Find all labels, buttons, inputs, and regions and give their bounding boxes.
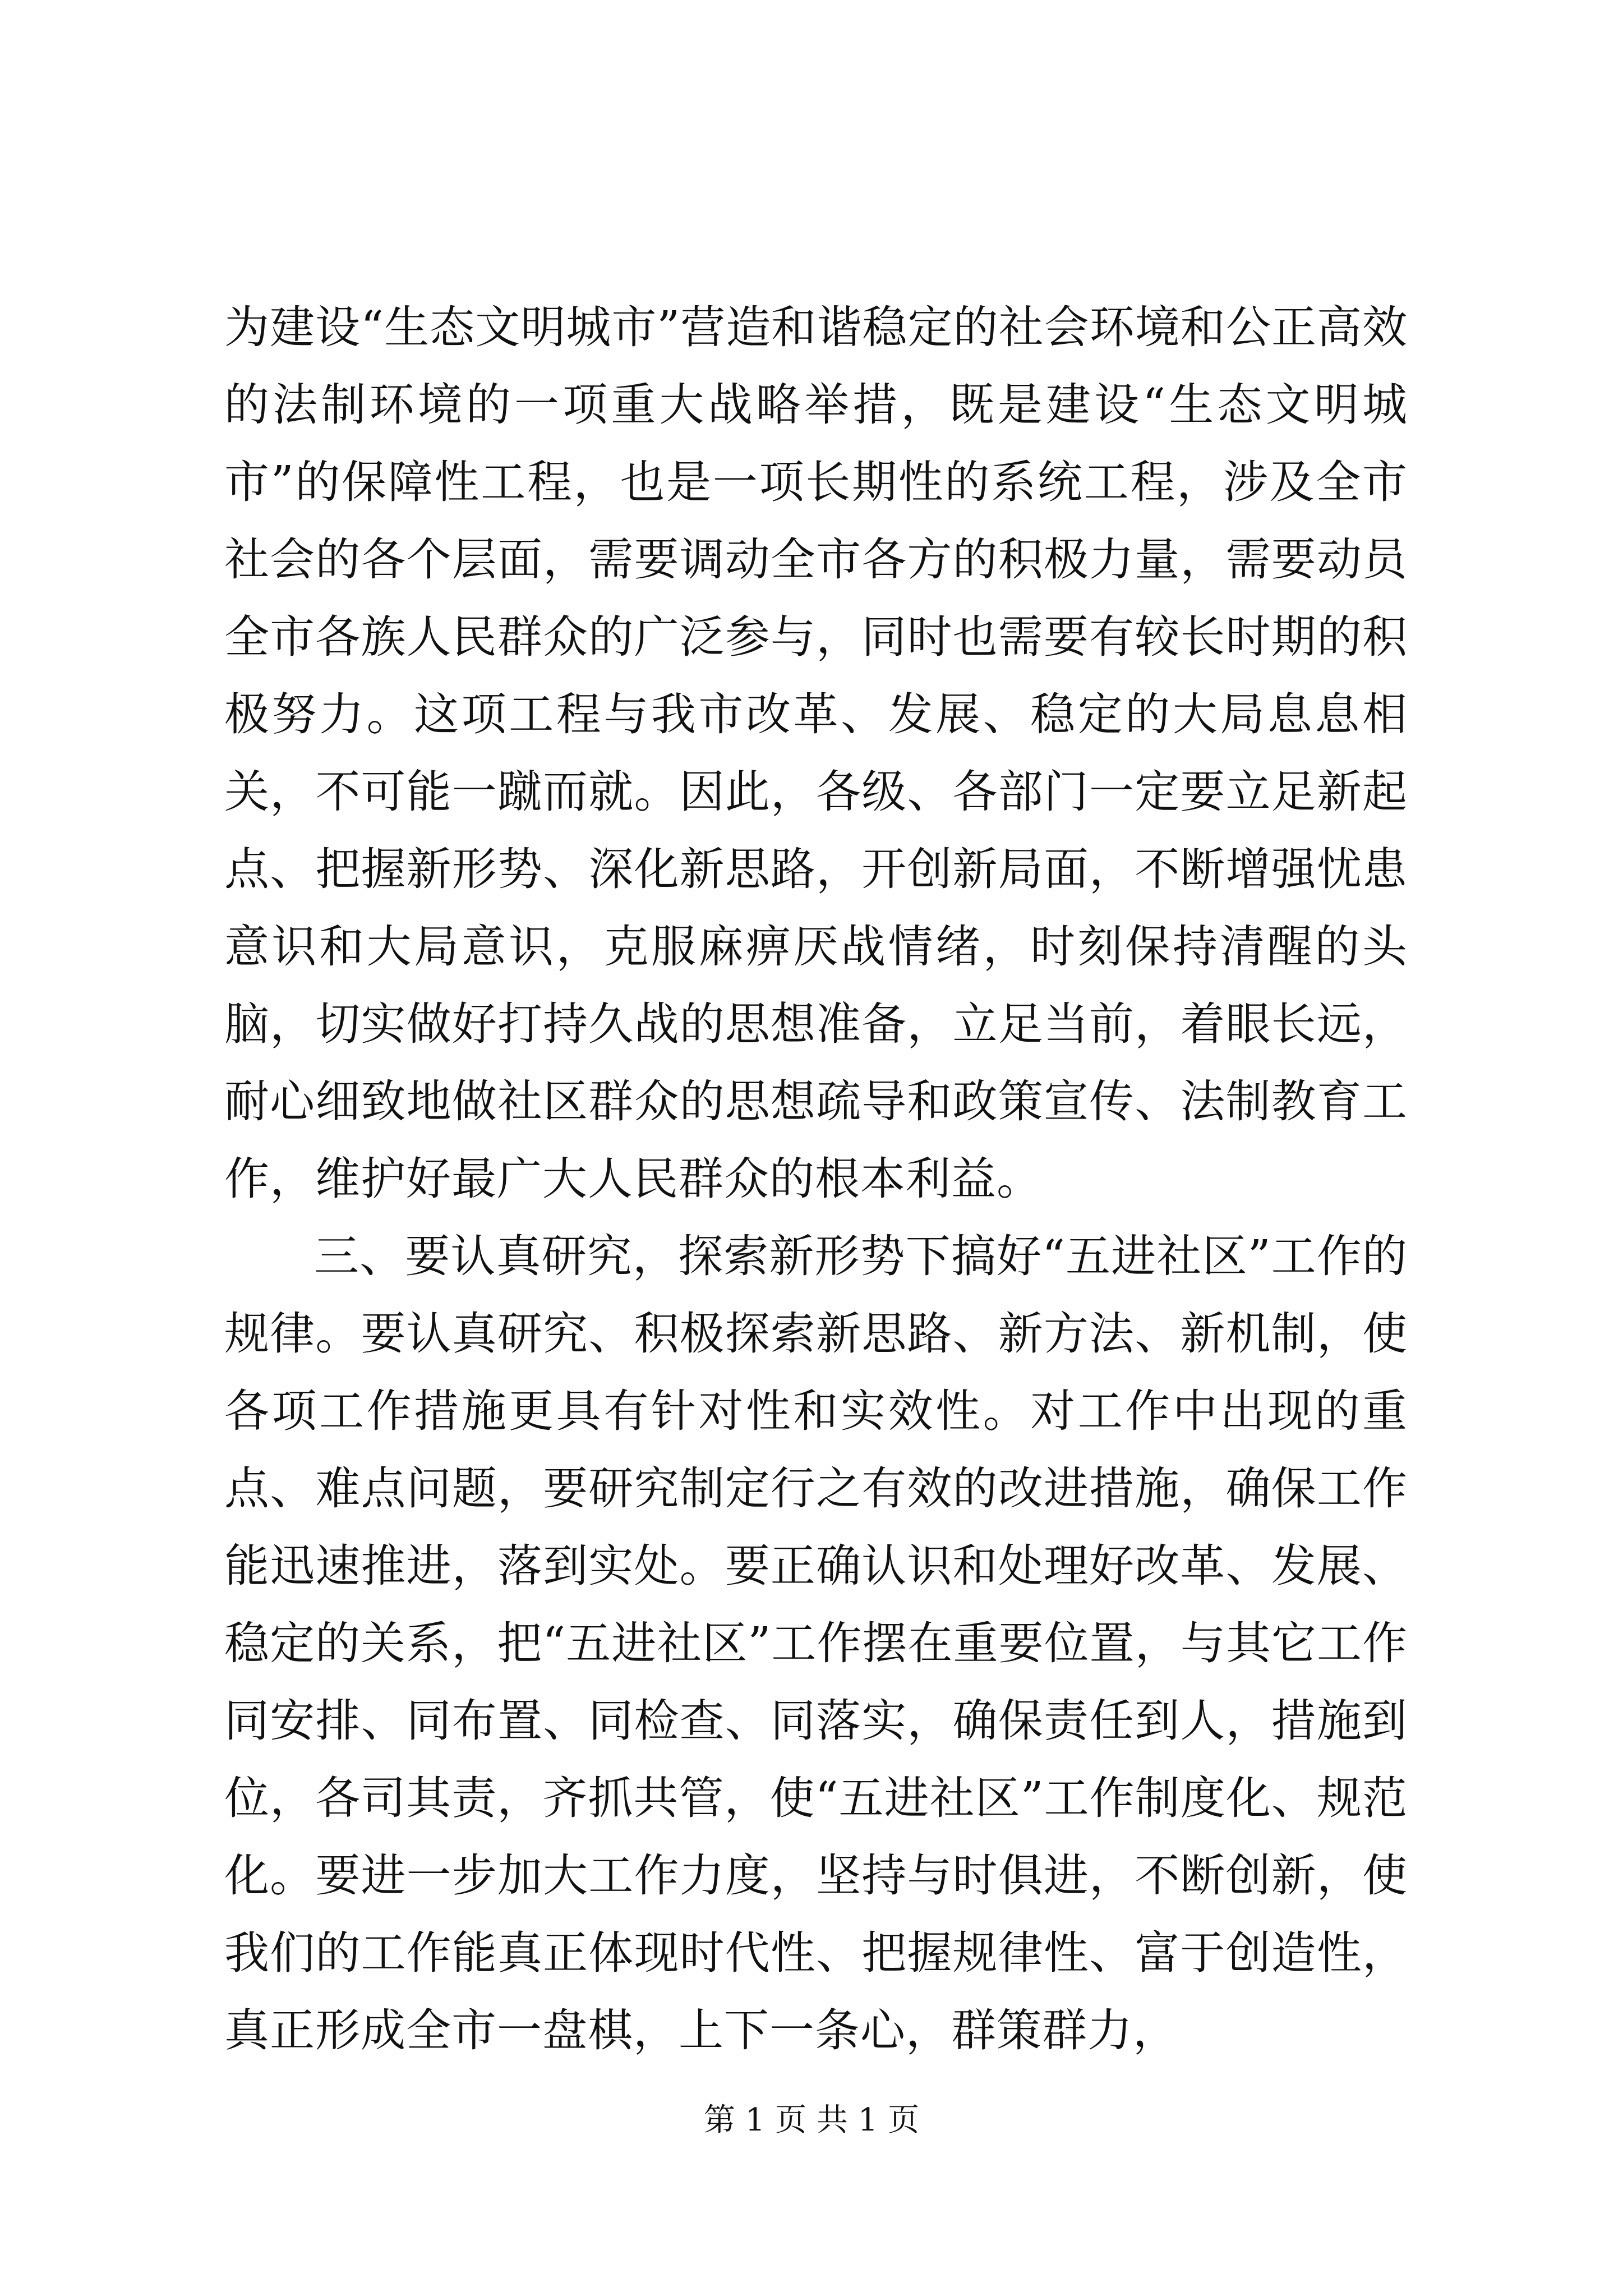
paragraph-section-three: 三、要认真研究，探索新形势下搞好“五进社区”工作的规律。要认真研究、积极探索新思路、新方法、新机制，使各项工作措施更具有针对性和实效性。对工作中出现的重点、难点问题，要研究制定行之有效的改进措施，确保工作能迅速推进，落到实处。要正确认识和处理好改革、发展、稳定的关系，把“五进社区”工作摆在重要位置，与其它工作同安排、同布置、同检查、同落实，确保责任到人，措施到位，各司其责，齐抓共管，使“五进社区”工作制度化、规范化。要进一步加大工作力度，坚持与时俱进，不断创新，使我们的工作能真正体现时代性、把握规律性、富于创造性，真正形成全市一盘棋，上下一条心，群策群力，	[224, 1230, 1408, 2056]
page-number-footer: 第 1 页 共 1 页	[703, 2102, 920, 2138]
paragraph-continuation: 为建设“生态文明城市”营造和谐稳定的社会环境和公正高效的法制环境的一项重大战略举措，既是建设“生态文明城市”的保障性工程，也是一项长期性的系统工程，涉及全市社会的各个层面，需要调动全市各方的积极力量，需要动员全市各族人民群众的广泛参与，同时也需要有较长时期的积极努力。这项工程与我市改革、发展、稳定的大局息息相关，不可能一蹴而就。因此，各级、各部门一定要立足新起点、把握新形势、深化新思路，开创新局面，不断增强忧患意识和大局意识，克服麻痹厌战情绪，时刻保持清醒的头脑，切实做好打持久战的思想准备，立足当前，着眼长远，耐心细致地做社区群众的思想疏导和政策宣传、法制教育工作，维护好最广大人民群众的根本利益。	[224, 301, 1408, 1205]
document-body	[224, 289, 1408, 2069]
